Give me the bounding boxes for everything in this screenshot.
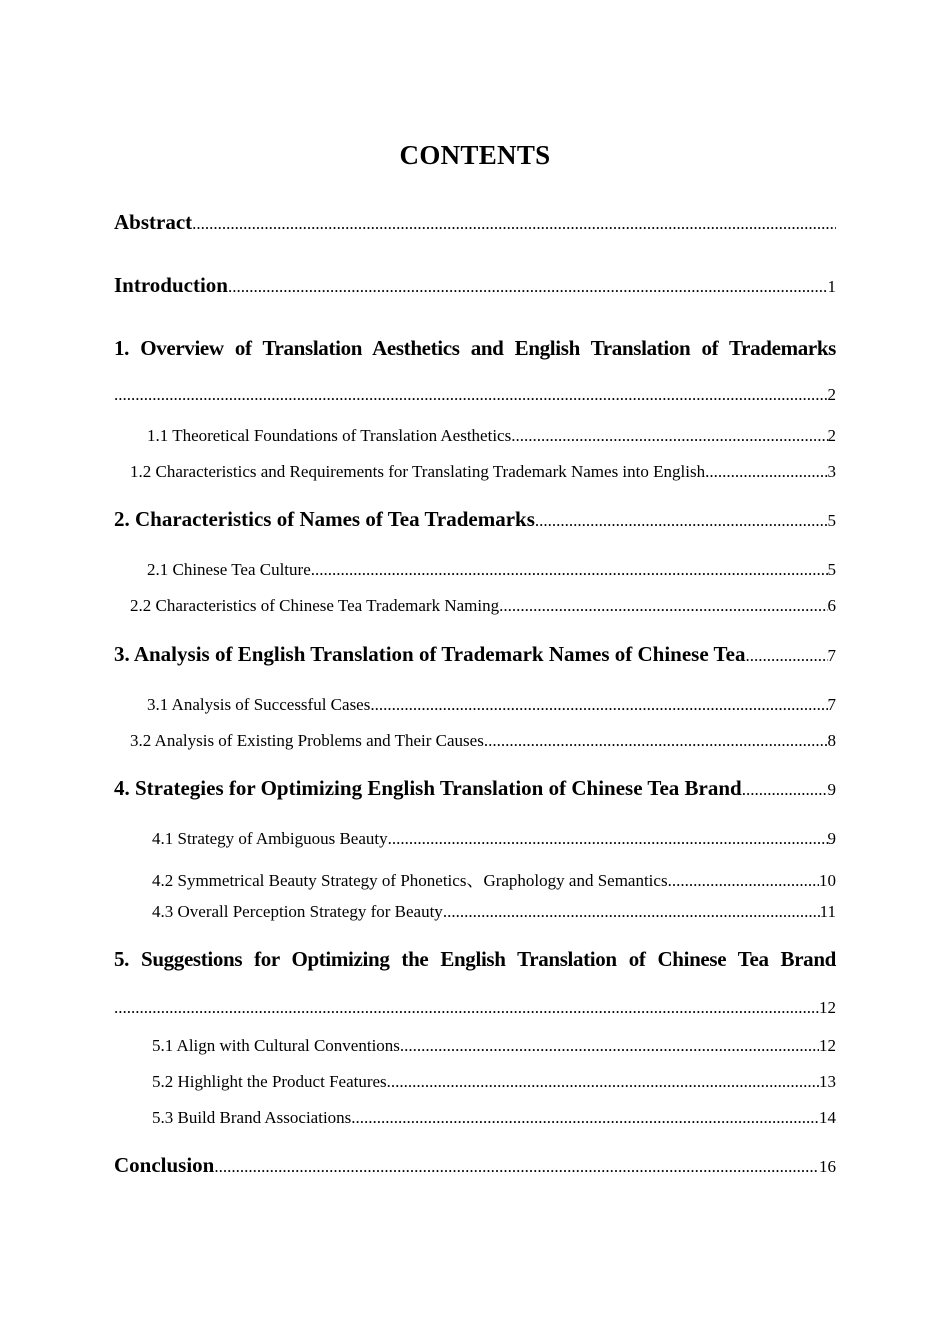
- toc-entry-chapter-1-leader[interactable]: [114, 385, 836, 405]
- toc-entry-label: 2.1 Chinese Tea Culture: [147, 560, 311, 579]
- toc-entry-page: 5: [827, 560, 836, 579]
- toc-entry-page: 14: [819, 1108, 836, 1127]
- toc-entry-conclusion[interactable]: [114, 1153, 836, 1178]
- toc-entry-page: 9: [827, 780, 836, 799]
- toc-entry-page: 1: [827, 277, 836, 296]
- toc-entry-label: 2.2 Characteristics of Chinese Tea Trademark Naming: [130, 596, 500, 615]
- toc-entry-page: 2: [827, 385, 836, 404]
- toc-entry-page: 7: [827, 695, 836, 714]
- toc-entry-label: 4. Strategies for Optimizing English Translation of Chinese Tea Brand: [114, 776, 742, 800]
- toc-entry-section-1-1[interactable]: [147, 426, 836, 446]
- dot-leader: [400, 1036, 819, 1056]
- dot-leader: [443, 902, 820, 922]
- dot-leader: [370, 695, 827, 715]
- dot-leader: [114, 385, 828, 405]
- toc-entry-page: 3: [827, 462, 836, 481]
- toc-entry-label: 4.2 Symmetrical Beauty Strategy of Phonetics、Graphology and Semantics: [152, 871, 668, 890]
- toc-entry-section-1-2[interactable]: [130, 462, 836, 482]
- dot-leader: [387, 1072, 819, 1092]
- toc-entry-introduction[interactable]: [114, 273, 836, 298]
- toc-entry-chapter-5-leader[interactable]: [114, 998, 836, 1018]
- toc-entry-section-4-3[interactable]: [152, 902, 836, 922]
- toc-entry-page: 5: [827, 511, 836, 530]
- dot-leader: [742, 780, 828, 800]
- toc-entry-section-2-2[interactable]: [130, 596, 836, 616]
- toc-entry-label: 4.3 Overall Perception Strategy for Beauty: [152, 902, 443, 921]
- toc-entry-page: 10: [819, 871, 836, 890]
- toc-entry-chapter-4[interactable]: [114, 776, 836, 801]
- dot-leader: [114, 998, 819, 1018]
- dot-leader: [745, 646, 827, 666]
- toc-entry-page: 11: [819, 902, 836, 921]
- toc-entry-label: 5.1 Align with Cultural Conventions: [152, 1036, 400, 1055]
- toc-entry-section-5-3[interactable]: [152, 1108, 836, 1128]
- dot-leader: [499, 596, 827, 616]
- toc-entry-chapter-3[interactable]: [114, 642, 836, 667]
- toc-entry-section-5-1[interactable]: [152, 1036, 836, 1056]
- toc-entry-label: 1.1 Theoretical Foundations of Translation Aesthetics: [147, 426, 512, 445]
- toc-entry-page: 16: [819, 1157, 836, 1176]
- dot-leader: [228, 277, 828, 297]
- dot-leader: [214, 1157, 819, 1177]
- toc-entry-page: 9: [827, 829, 836, 848]
- dot-leader: [535, 511, 828, 531]
- toc-entry-chapter-5-label[interactable]: 5. Suggestions for Optimizing the English Translation of Chinese Tea Brand: [114, 947, 836, 971]
- dot-leader: [668, 871, 819, 891]
- toc-entry-page: 8: [827, 731, 836, 750]
- toc-entry-label: 4.1 Strategy of Ambiguous Beauty: [152, 829, 388, 848]
- toc-entry-chapter-1-label[interactable]: 1. Overview of Translation Aesthetics and English Translation of Trademarks: [114, 336, 836, 360]
- toc-entry-chapter-2[interactable]: [114, 507, 836, 532]
- toc-entry-label: Conclusion: [114, 1153, 215, 1177]
- dot-leader: [192, 214, 836, 234]
- toc-entry-page: 7: [827, 646, 836, 665]
- dot-leader: [311, 560, 828, 580]
- toc-entry-page: 12: [819, 998, 836, 1017]
- toc-entry-section-2-1[interactable]: [147, 560, 836, 580]
- toc-entry-label: 5.2 Highlight the Product Features: [152, 1072, 387, 1091]
- toc-entry-section-5-2[interactable]: [152, 1072, 836, 1092]
- toc-entry-section-4-2[interactable]: [152, 866, 836, 891]
- dot-leader: [388, 829, 828, 849]
- page-title: CONTENTS: [399, 140, 551, 170]
- toc-entry-label: 3.1 Analysis of Successful Cases: [147, 695, 371, 714]
- toc-entry-label: 2. Characteristics of Names of Tea Trademarks: [114, 507, 535, 531]
- toc-entry-label: 5.3 Build Brand Associations: [152, 1108, 352, 1127]
- toc-entry-abstract[interactable]: [114, 210, 836, 235]
- toc-entry-page: 2: [827, 426, 836, 445]
- dot-leader: [511, 426, 827, 446]
- dot-leader: [351, 1108, 819, 1128]
- dot-leader: [484, 731, 828, 751]
- toc-entry-label: 3. Analysis of English Translation of Trademark Names of Chinese Tea: [114, 642, 746, 666]
- toc-entry-label: Introduction: [114, 273, 228, 297]
- toc-entry-page: 6: [827, 596, 836, 615]
- toc-entry-label: 1.2 Characteristics and Requirements for Translating Trademark Names into English: [130, 462, 706, 481]
- toc-entry-section-3-1[interactable]: [147, 695, 836, 715]
- dot-leader: [705, 462, 827, 482]
- toc-entry-label: Abstract: [114, 210, 193, 234]
- toc-entry-section-4-1[interactable]: [152, 829, 836, 849]
- toc-entry-page: 12: [819, 1036, 836, 1055]
- toc-entry-section-3-2[interactable]: [130, 731, 836, 751]
- toc-entry-label: 3.2 Analysis of Existing Problems and Their Causes: [130, 731, 484, 750]
- toc-entry-page: 13: [819, 1072, 836, 1091]
